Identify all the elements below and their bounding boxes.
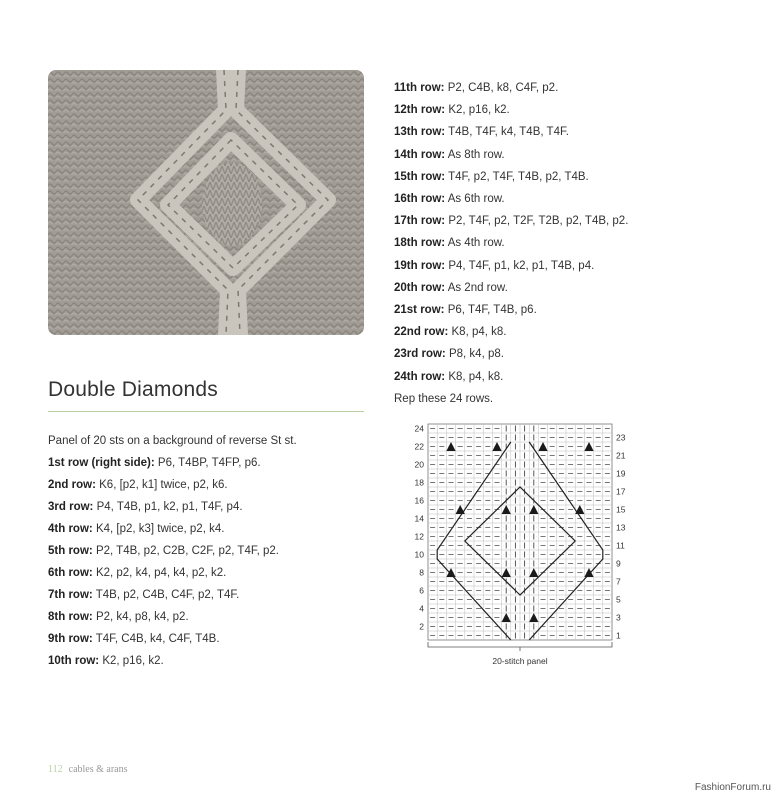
row-number: 18 (414, 477, 424, 488)
right-instructions (394, 77, 714, 410)
row-number: 24 (414, 423, 424, 434)
row-number: 9 (616, 558, 621, 569)
row-number: 17 (616, 486, 626, 497)
row-instruction: 6th row: K2, p2, k4, p4, k4, p2, k2. (48, 567, 227, 579)
row-instruction: 22nd row: K8, p4, k8. (394, 326, 507, 339)
row-number: 15 (616, 504, 626, 515)
row-number: 21 (616, 450, 626, 461)
row-number: 2 (419, 621, 424, 632)
row-instruction: 19th row: P4, T4F, p1, k2, p1, T4B, p4. (394, 259, 595, 272)
row-number: 16 (414, 495, 424, 506)
row-instruction: 16th row: As 6th row. (394, 193, 505, 206)
watermark: FashionForum.ru (694, 782, 771, 793)
page-footer (48, 764, 128, 775)
row-instruction: 8th row: P2, k4, p8, k4, p2. (48, 611, 189, 623)
panel-bracket (428, 642, 612, 651)
title-rule (48, 411, 364, 412)
row-instruction: 11th row: P2, C4B, k8, C4F, p2. (394, 82, 559, 94)
pattern-title: Double Diamonds (48, 378, 218, 401)
row-number: 11 (616, 540, 625, 551)
row-instruction: 13th row: T4B, T4F, k4, T4B, T4F. (394, 126, 569, 139)
swatch-photo (48, 70, 364, 335)
row-number: 3 (616, 612, 621, 623)
row-number: 22 (414, 441, 424, 452)
row-number: 12 (414, 531, 424, 542)
row-instruction: 24th row: K8, p4, k8. (394, 370, 504, 383)
repeat-note: Rep these 24 rows. (394, 392, 494, 405)
chart-grid (428, 424, 612, 640)
row-number: 6 (419, 585, 424, 596)
row-instruction: 5th row: P2, T4B, p2, C2B, C2F, p2, T4F, p2. (48, 545, 279, 557)
row-number: 7 (616, 576, 621, 587)
row-instruction: 9th row: T4F, C4B, k4, C4F, T4B. (48, 633, 220, 645)
row-instruction: 2nd row: K6, [p2, k1] twice, p2, k6. (48, 479, 228, 491)
chart-svg (388, 418, 650, 670)
row-instruction: 7th row: T4B, p2, C4B, C4F, p2, T4F. (48, 589, 240, 601)
row-number: 14 (414, 513, 424, 524)
row-instruction: 15th row: T4F, p2, T4F, T4B, p2, T4B. (394, 170, 589, 183)
row-instruction: 18th row: As 4th row. (394, 237, 505, 250)
intro-text: Panel of 20 sts on a background of reverse St st. (48, 435, 297, 447)
row-instruction: 20th row: As 2nd row. (394, 281, 508, 294)
row-number: 8 (419, 567, 424, 578)
row-instruction: 21st row: P6, T4F, T4B, p6. (394, 304, 537, 317)
row-instruction: 10th row: K2, p16, k2. (48, 655, 164, 667)
row-number: 4 (419, 603, 424, 614)
section-name: cables & arans (68, 764, 128, 775)
row-number: 19 (616, 468, 626, 479)
row-instruction: 4th row: K4, [p2, k3] twice, p2, k4. (48, 523, 225, 535)
row-number: 1 (616, 630, 621, 641)
row-number: 5 (616, 594, 621, 605)
page-number: 112 (48, 764, 63, 775)
chart-caption: 20-stitch panel (492, 656, 548, 666)
row-number: 23 (616, 432, 626, 443)
row-instruction: 23rd row: P8, k4, p8. (394, 348, 504, 361)
row-instruction: 3rd row: P4, T4B, p1, k2, p1, T4F, p4. (48, 501, 243, 513)
row-instruction: 14th row: As 8th row. (394, 148, 505, 161)
row-number: 10 (414, 549, 424, 560)
row-number: 20 (414, 459, 424, 470)
row-instruction: 12th row: K2, p16, k2. (394, 104, 510, 117)
row-instruction: 17th row: P2, T4F, p2, T2F, T2B, p2, T4B, p2. (394, 215, 629, 228)
knitting-chart (388, 418, 650, 670)
left-instructions (48, 430, 368, 672)
row-instruction: 1st row (right side): P6, T4BP, T4FP, p6. (48, 457, 261, 469)
row-number: 13 (616, 522, 626, 533)
